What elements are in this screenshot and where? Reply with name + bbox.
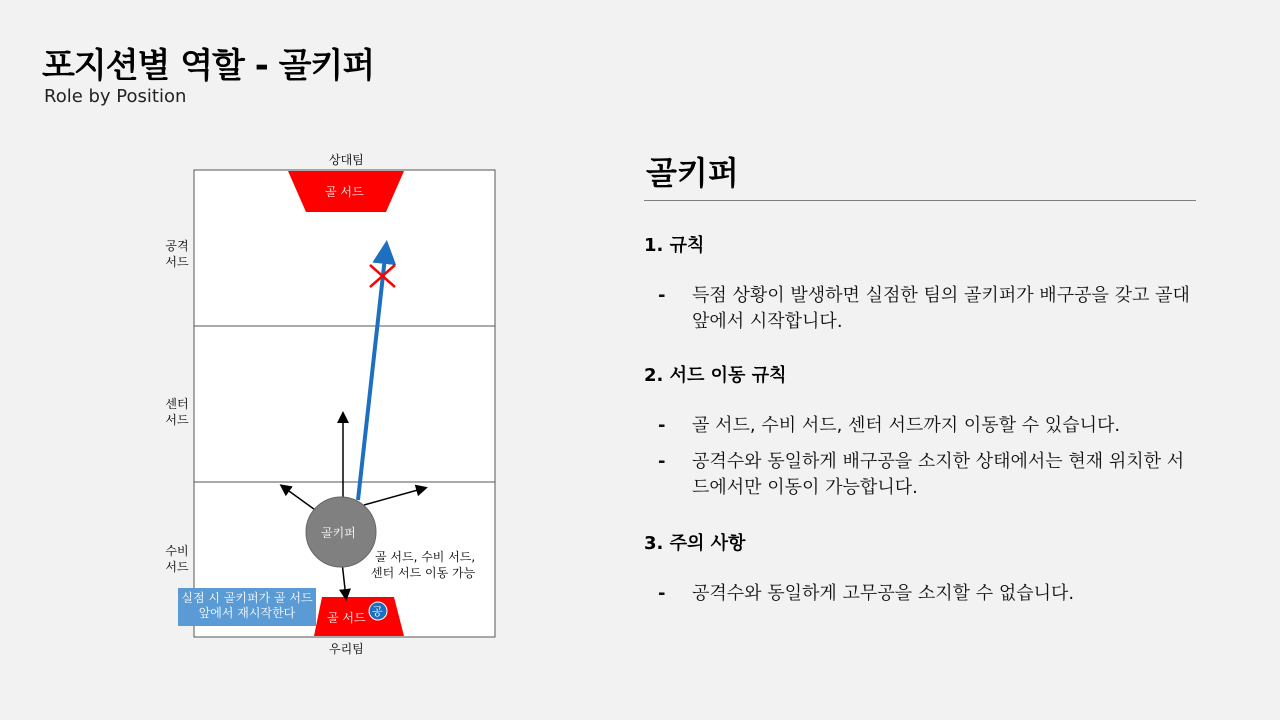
bullet-dash: - [658, 583, 666, 604]
movement-bullet-1 [644, 413, 1196, 439]
bullet-dash: - [658, 285, 666, 306]
cautions-bullet [644, 581, 1196, 607]
movement-bullet-1-text: 골 서드, 수비 서드, 센터 서드까지 이동할 수 있습니다. [692, 415, 1121, 436]
movement-bullet-2 [644, 449, 1196, 501]
zone-label-defense-text: 수비 서드 [165, 544, 189, 574]
page-title: 포지션별 역할 - 골키퍼 [42, 46, 375, 86]
goal-bottom-label: 골 서드 [327, 611, 366, 625]
zone-label-defense [162, 543, 192, 575]
section-title-cautions: 3. 주의 사항 [644, 533, 746, 554]
bottom-team-label: 우리팀 [329, 642, 364, 656]
role-panel [644, 140, 1196, 607]
zone-label-attack [162, 238, 192, 270]
cautions-bullet-text: 공격수와 동일하게 고무공을 소지할 수 없습니다. [692, 583, 1075, 604]
restart-note: 실점 시 골키퍼가 골 서드 앞에서 재시작한다 [178, 588, 316, 626]
ball-badge-label: 공 [372, 605, 383, 618]
section-title-rules: 1. 규칙 [644, 235, 705, 256]
bullet-dash: - [658, 451, 666, 472]
goal-top-label: 골 서드 [325, 185, 364, 199]
zone-label-center [162, 396, 192, 428]
move-note-line1: 골 서드, 수비 서드, [375, 550, 476, 564]
rules-bullet-text: 득점 상황이 발생하면 실점한 팀의 골키퍼가 배구공을 갖고 골대 앞에서 시작합니다. [692, 285, 1190, 332]
zone-label-attack-text: 공격 서드 [165, 239, 189, 269]
page-subtitle: Role by Position [44, 86, 187, 107]
top-team-label: 상대팀 [329, 153, 364, 167]
bullet-dash: - [658, 415, 666, 436]
panel-heading: 골키퍼 [644, 140, 1196, 201]
rules-bullet [644, 283, 1196, 335]
move-note-line2: 센터 서드 이동 가능 [371, 566, 476, 580]
section-title-movement: 2. 서드 이동 규칙 [644, 365, 787, 386]
movement-bullet-2-text: 공격수와 동일하게 배구공을 소지한 상태에서는 현재 위치한 서드에서만 이동이 가능합니다. [692, 451, 1185, 498]
zone-label-center-text: 센터 서드 [165, 397, 189, 427]
player-label: 골키퍼 [321, 526, 356, 540]
